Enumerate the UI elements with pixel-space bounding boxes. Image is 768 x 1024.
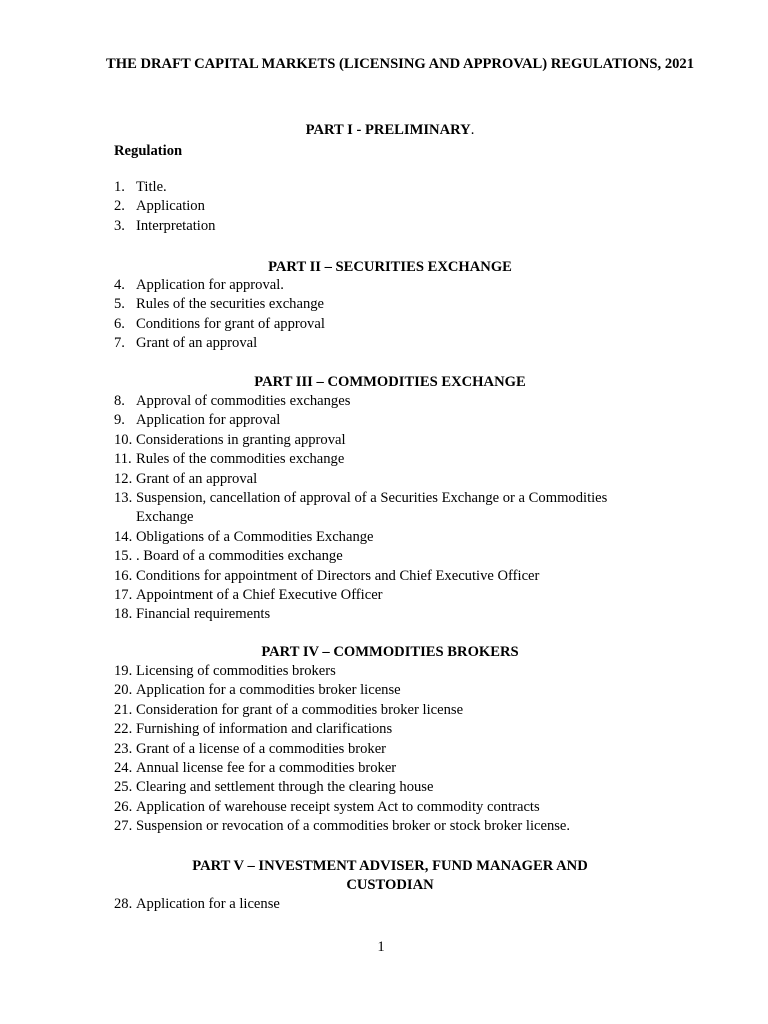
regulation-number: 27. [114, 818, 133, 835]
regulation-number: 13. [114, 490, 133, 507]
regulation-title: Rules of the commodities exchange [136, 451, 345, 468]
regulation-number: 11. [114, 451, 132, 468]
regulation-number: 15. [114, 548, 133, 565]
regulation-title: Appointment of a Chief Executive Officer [136, 587, 383, 604]
regulation-item [114, 586, 644, 605]
part1-list [114, 178, 644, 236]
regulation-number: 18. [114, 606, 133, 623]
regulation-title: Conditions for appointment of Directors and Chief Executive Officer [136, 567, 540, 584]
regulation-number: 19. [114, 663, 133, 679]
regulation-title: Approval of commodities exchanges [136, 393, 351, 409]
part1-heading-suffix: . [470, 122, 475, 138]
part2-list [114, 276, 644, 354]
regulation-title: Application for approval [136, 412, 281, 429]
regulation-item [114, 197, 644, 216]
regulation-item [114, 798, 644, 817]
regulation-number: 8. [114, 393, 125, 409]
regulation-number: 26. [114, 798, 133, 815]
regulation-number: 5. [114, 296, 125, 313]
regulation-title: Interpretation [136, 217, 216, 234]
regulation-item [114, 759, 644, 778]
regulation-title: Furnishing of information and clarifications [136, 721, 393, 738]
regulation-item [114, 895, 644, 914]
regulation-number: 7. [114, 335, 125, 352]
regulation-title: Rules of the securities exchange [136, 296, 325, 313]
regulation-item [114, 662, 644, 681]
part3-list [114, 392, 644, 625]
regulation-title: . Board of a commodities exchange [136, 548, 343, 565]
regulation-number: 28. [114, 896, 133, 912]
part4-heading: PART IV – COMMODITIES BROKERS [261, 644, 519, 660]
regulation-item [114, 431, 644, 450]
regulation-number: 16. [114, 567, 133, 584]
regulation-number: 1. [114, 179, 125, 195]
part1-heading-text: PART I - PRELIMINARY [305, 122, 471, 138]
regulation-title: Application [136, 198, 205, 215]
regulation-item [114, 315, 644, 334]
regulation-number: 25. [114, 779, 133, 796]
regulation-item [114, 817, 644, 836]
regulation-number: 14. [114, 528, 133, 545]
regulation-number: 10. [114, 431, 133, 448]
regulation-title: Grant of a license of a commodities broker [136, 740, 387, 757]
regulation-item [114, 778, 644, 797]
regulation-number: 12. [114, 470, 133, 487]
regulation-number: 17. [114, 587, 133, 604]
regulation-title: Obligations of a Commodities Exchange [136, 528, 374, 545]
regulation-item [114, 720, 644, 739]
regulation-item [114, 567, 644, 586]
regulation-number: 22. [114, 721, 133, 738]
regulation-title: Suspension or revocation of a commodities broker or stock broker license. [136, 818, 571, 835]
regulation-item [114, 178, 644, 197]
regulation-title: Conditions for grant of approval [136, 315, 325, 332]
regulation-title: Grant of an approval [136, 335, 258, 352]
regulation-title: Title. [136, 179, 167, 195]
regulation-number: 21. [114, 701, 133, 718]
regulation-number: 23. [114, 740, 133, 757]
part1-heading [0, 121, 768, 140]
regulation-number: 9. [114, 412, 125, 429]
regulation-number: 20. [114, 682, 133, 699]
regulation-title: Grant of an approval [136, 470, 258, 487]
regulation-number: 2. [114, 198, 125, 215]
regulation-item [114, 701, 644, 720]
regulation-item [114, 450, 644, 469]
part4-list [114, 662, 644, 837]
part5-heading-line1: PART V – INVESTMENT ADVISER, FUND MANAGER AND [192, 858, 588, 874]
regulation-number: 6. [114, 315, 125, 332]
regulation-item [114, 740, 644, 759]
regulation-item [114, 605, 644, 624]
regulation-title: Application for a license [136, 896, 280, 912]
regulation-title: Considerations in granting approval [136, 431, 346, 448]
regulation-number: 4. [114, 277, 125, 293]
regulation-item [114, 547, 644, 566]
regulation-item [114, 489, 644, 528]
regulation-title: Clearing and settlement through the clearing house [136, 779, 434, 796]
regulation-title: Application for a commodities broker license [136, 682, 401, 699]
regulation-item [114, 528, 644, 547]
page-number: 1 [377, 939, 385, 955]
regulation-title: Application for approval. [136, 277, 284, 293]
regulation-item [114, 334, 644, 353]
regulation-title: Licensing of commodities brokers [136, 663, 336, 679]
regulation-item [114, 411, 644, 430]
part5-heading-line2: CUSTODIAN [346, 877, 434, 893]
regulation-item [114, 295, 644, 314]
regulation-label: Regulation [114, 143, 183, 159]
regulation-title: Consideration for grant of a commodities broker license [136, 701, 464, 718]
document-title: THE DRAFT CAPITAL MARKETS (LICENSING AND APPROVAL) REGULATIONS, 2021 [105, 56, 695, 72]
part2-heading: PART II – SECURITIES EXCHANGE [268, 259, 512, 275]
regulation-title: Annual license fee for a commodities broker [136, 760, 397, 777]
regulation-title: Financial requirements [136, 606, 271, 623]
regulation-title: Suspension, cancellation of approval of a Securities Exchange or a Commodities Exchange [136, 490, 608, 526]
regulation-number: 3. [114, 217, 125, 234]
regulation-item [114, 276, 644, 295]
regulation-item [114, 392, 644, 411]
regulation-item [114, 470, 644, 489]
part3-heading: PART III – COMMODITIES EXCHANGE [254, 374, 526, 390]
regulation-item [114, 217, 644, 236]
part5-list [114, 895, 644, 914]
regulation-title: Application of warehouse receipt system Act to commodity contracts [136, 798, 540, 815]
regulation-item [114, 681, 644, 700]
regulation-number: 24. [114, 760, 133, 777]
